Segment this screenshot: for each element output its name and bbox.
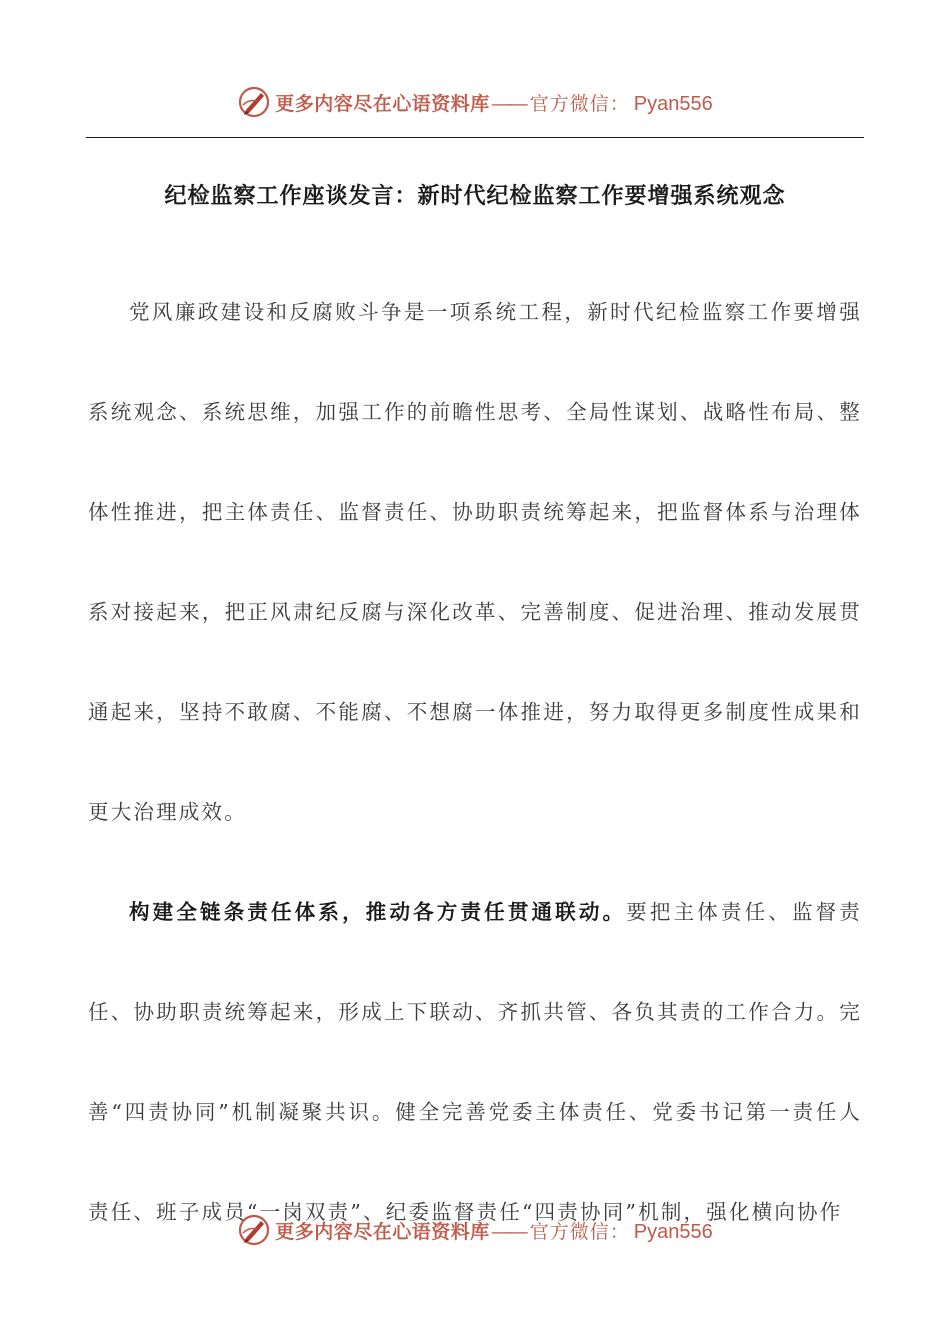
paragraph-heading: 构建全链条责任体系，推动各方责任贯通联动。 (129, 900, 627, 924)
paragraph-body: 要把主体责任、监督责任、协助职责统筹起来，形成上下联动、齐抓共管、各负其责的工作合力。完善“四责协同”机制凝聚共识。健全完善党委主体责任、党委书记第一责任人责任、班子成员“一岗双责”、纪委监督责任“四责协同”机制，强化横向协作 (88, 900, 863, 1224)
banner-wechat-handle: Pyan556 (633, 1220, 713, 1243)
banner-wechat-label: 官方微信： (529, 92, 630, 115)
banner-dash: —— (491, 93, 526, 115)
pen-logo-icon (237, 85, 271, 119)
pen-logo-icon (237, 1213, 271, 1247)
header-banner (0, 82, 950, 122)
banner-wechat-label: 官方微信： (529, 1220, 630, 1243)
footer-banner (0, 1210, 950, 1250)
paragraph-intro: 党风廉政建设和反腐败斗争是一项系统工程，新时代纪检监察工作要增强系统观念、系统思维，加强工作的前瞻性思考、全局性谋划、战略性布局、整体性推进，把主体责任、监督责任、协助职责统筹起来，把监督体系与治理体系对接起来，把正风肃纪反腐与深化改革、完善制度、促进治理、推动发展贯通起来，坚持不敢腐、不能腐、不想腐一体推进，努力取得更多制度性成果和更大治理成效。 (88, 300, 862, 824)
banner-site-text: 更多内容尽在心语资料库 (275, 1220, 490, 1243)
document-title: 纪检监察工作座谈发言：新时代纪检监察工作要增强系统观念 (164, 183, 786, 209)
document-body (88, 262, 862, 1262)
banner-site-text: 更多内容尽在心语资料库 (275, 92, 490, 115)
banner-dash: —— (491, 1221, 526, 1243)
banner-wechat-handle: Pyan556 (633, 92, 713, 115)
paragraph-responsibility (88, 862, 862, 1262)
header-divider (86, 137, 864, 138)
